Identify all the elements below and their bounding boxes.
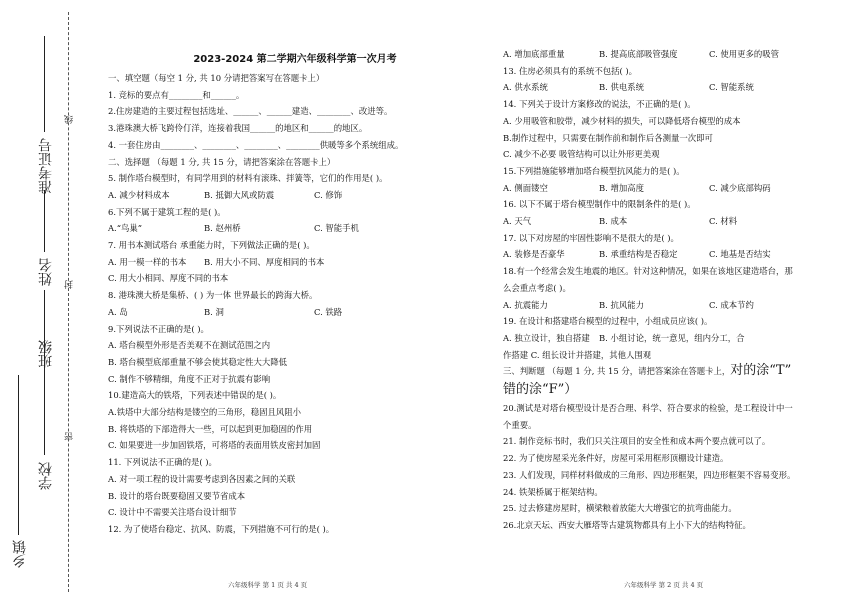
question-line: [503, 130, 843, 147]
option-text: B. 小组讨论，统一意见，组内分工，合: [599, 332, 745, 343]
seal-mi: 密: [65, 432, 75, 441]
option-text: A. 用一模一样的书本: [108, 256, 187, 267]
option-text: A. 抗震能力: [503, 299, 548, 310]
question-line: [108, 421, 443, 438]
option-text: B. 供电系统: [599, 82, 644, 93]
binding-dashed-line: [68, 12, 69, 592]
option-row: [108, 220, 443, 237]
question-text: 24. 铁架桥属于框架结构。: [503, 486, 603, 497]
option-row: [503, 213, 843, 230]
question-line: [503, 417, 843, 434]
option-row: [503, 330, 843, 347]
question-text: B.制作过程中，只需要在制作前和制作后各测量一次即可: [503, 132, 713, 143]
question-line: [108, 270, 443, 287]
question-text: 8. 港珠澳大桥是集桥、( ) 为一体 世界最长的跨海大桥。: [108, 290, 318, 301]
option-text: C. 智能手机: [314, 223, 359, 234]
class-label: 班级: [38, 340, 54, 368]
option-text: A. 减少材料成本: [108, 189, 170, 200]
question-text: 21. 制作竞标书时，我们只关注项目的安全性和成本两个要点就可以了。: [503, 436, 771, 447]
question-text: 26.北京天坛、西安大雁塔等古建筑物都具有上小下大的结构特征。: [503, 519, 751, 530]
question-text: C. 制作不够精细，角度不正对于抗震有影响: [108, 373, 271, 384]
question-text: 14. 下列关于设计方案修改的说法，不正确的是( )。: [503, 99, 696, 110]
question-line: [503, 313, 843, 330]
question-line: [503, 113, 843, 130]
question-text: 三、判断题 （每题 1 分, 共 15 分，请把答案涂在答题卡上，: [503, 366, 731, 377]
question-text: 二、选择题 （每题 1 分, 共 15 分，请把答案涂在答题卡上）: [108, 156, 336, 167]
question-line: [503, 484, 843, 501]
question-text: C. 如果要进一步加固铁塔，可将塔的表面用铁皮密封加固: [108, 440, 321, 451]
option-text: A. 天气: [503, 216, 532, 227]
question-line: [503, 63, 843, 80]
question-text: 2.住房建造的主要过程包括选址、______、______建造、________、改进等。: [108, 106, 393, 117]
question-line: [108, 437, 443, 454]
exam-title: 2023-2024 第二学期六年级科学第一次月考: [193, 54, 397, 65]
option-row: [503, 46, 843, 63]
option-text: B. 洞: [204, 306, 224, 317]
question-text: 么会重点考虑( )。: [503, 282, 571, 293]
seal-feng: 封: [65, 280, 75, 289]
seal-xian: 线: [65, 115, 75, 124]
right-column: [503, 46, 843, 534]
option-row: [503, 79, 843, 96]
question-line: [108, 137, 443, 154]
option-text: A. 岛: [108, 306, 128, 317]
question-line: [108, 454, 443, 471]
option-text: C. 修饰: [314, 189, 343, 200]
question-line: [108, 337, 443, 354]
question-text: 13. 住房必须具有的系统不包括( )。: [503, 65, 638, 76]
question-line: [503, 450, 843, 467]
question-text: C. 用大小相同、厚度不同的书本: [108, 273, 229, 284]
option-row: [503, 180, 843, 197]
question-text: 5. 制作塔台模型时，有同学用到的材料有滚珠、拌簧等，它们的作用是( )。: [108, 173, 388, 184]
question-line: [108, 471, 443, 488]
question-line: [503, 163, 843, 180]
question-line: [108, 287, 443, 304]
option-text: B. 用大小不同、厚度相同的书本: [204, 256, 325, 267]
footer-page-1: 六年级科学 第 1 页 共 4 页: [228, 581, 308, 589]
question-line: [503, 400, 843, 417]
question-text: 12. 为了使塔台稳定、抗风、防震，下列措施不可行的是( )。: [108, 523, 335, 534]
question-line: [503, 517, 843, 534]
question-line: [503, 146, 843, 163]
question-text: 9.下列说法不正确的是( )。: [108, 323, 209, 334]
question-text: 11. 下列说法不正确的是( )。: [108, 457, 217, 468]
question-text: A. 少用吸管和胶带，减少材料的损失，可以降低塔台模型的成本: [503, 115, 741, 126]
option-text: B. 赵州桥: [204, 223, 241, 234]
option-row: [108, 254, 443, 271]
question-line: [108, 404, 443, 421]
question-line: [108, 371, 443, 388]
question-text: 4. 一套住房由________、________、________、________供暖等多个系统组成。: [108, 139, 404, 150]
option-text: C. 智能系统: [709, 82, 754, 93]
option-row: [503, 246, 843, 263]
option-text: C. 成本节约: [709, 299, 754, 310]
town-underline: [18, 375, 19, 535]
question-text: 23. 人们发现，同样材料做成的三角形、四边形框架，四边形框架不容易变形。: [503, 469, 796, 480]
emphasis-text: 对的涂“T”: [730, 363, 792, 379]
class-underline: [44, 290, 45, 335]
question-line: [503, 347, 843, 364]
question-text: 作搭建 C. 组长设计并搭建，其他人围观: [503, 349, 652, 360]
question-line: [108, 521, 443, 538]
option-text: A. 独立设计，独自搭建: [503, 332, 590, 343]
option-text: C. 地基是否结实: [709, 249, 771, 260]
question-line: [503, 500, 843, 517]
school-label: 学校: [38, 462, 54, 490]
question-line: [108, 504, 443, 521]
question-text: 17. 以下对房屋的牢固性影响不是很大的是( )。: [503, 232, 679, 243]
question-text: C. 减少不必要 吸管结构可以让外形更美观: [503, 149, 660, 160]
question-text: A. 塔台模型外形是否美观不在测试范围之内: [108, 340, 271, 351]
question-line: [503, 467, 843, 484]
question-line: [503, 230, 843, 247]
question-line: 错的涂“F”）: [503, 382, 578, 398]
question-line: [108, 154, 443, 171]
option-text: A. 增加底部重量: [503, 49, 565, 59]
question-line: [108, 103, 443, 120]
option-text: C. 材料: [709, 216, 738, 227]
question-line: [108, 204, 443, 221]
question-text: 20.测试是对塔台模型设计是否合理、科学、符合要求的检验，是工程设计中一: [503, 403, 793, 414]
question-line: [108, 387, 443, 404]
question-text: 19. 在设计和搭建塔台模型的过程中，小组成员应该( )。: [503, 316, 713, 327]
left-column: [108, 70, 443, 538]
question-text: A.铁塔中大部分结构是镂空的三角形，稳固且风阻小: [108, 407, 301, 418]
question-text: 10.建造高大的铁塔，下列表述中错误的是( )。: [108, 390, 282, 401]
question-text: 个重要。: [503, 419, 537, 430]
question-line: [108, 170, 443, 187]
option-text: C. 使用更多的吸管: [709, 49, 780, 59]
option-text: B. 提高底部吸管强度: [599, 49, 678, 59]
option-text: B. 承重结构是否稳定: [599, 249, 678, 260]
question-line: [503, 433, 843, 450]
option-text: A. 装修是否豪华: [503, 249, 565, 260]
question-line: [503, 363, 843, 380]
question-line: [503, 263, 843, 280]
question-text: B. 设计的塔台既要稳固又要节省成本: [108, 490, 246, 501]
question-line: [503, 96, 843, 113]
question-text: 3.港珠澳大桥飞跨伶仃洋，连接着我国______的地区和______的地区。: [108, 123, 368, 134]
question-text: 1. 竞标的要点有________和______。: [108, 89, 245, 100]
question-line: [108, 321, 443, 338]
question-text: 22. 为了使房屋采光条件好，房屋可采用框形顶棚设计建造。: [503, 453, 729, 464]
option-row: [503, 297, 843, 314]
question-text: 15.下列措施能够增加塔台模型抗风能力的是( )。: [503, 165, 685, 176]
question-text: 18.有一个经常会发生地震的地区。针对这种情况，如果在该地区建造塔台，那: [503, 266, 793, 277]
question-line: [108, 237, 443, 254]
option-text: A. 供水系统: [503, 82, 548, 93]
question-text: B. 塔台模型底部重量不够会使其稳定性大大降低: [108, 356, 287, 367]
option-text: C. 铁路: [314, 306, 343, 317]
question-line: [108, 70, 443, 87]
question-text: B. 将铁塔的下部造得大一些，可以起到更加稳固的作用: [108, 423, 313, 434]
exam-number-label: 准考证号: [38, 138, 54, 194]
question-line: [108, 87, 443, 104]
option-text: A. 侧面镂空: [503, 182, 548, 193]
option-text: B. 成本: [599, 216, 628, 227]
question-text: 6.下列不属于建筑工程的是( )。: [108, 206, 226, 217]
name-underline: [44, 190, 45, 252]
question-text: A. 对一项工程的设计需要考虑到各因素之间的关联: [108, 473, 296, 484]
question-line: [108, 354, 443, 371]
name-label: 姓名: [38, 258, 54, 286]
binding-margin: [0, 0, 100, 604]
question-text: 7. 用书本测试塔台 承重能力时，下列做法正确的是( )。: [108, 240, 315, 251]
option-text: B. 增加高度: [599, 182, 644, 193]
option-row: [108, 187, 443, 204]
question-line: [108, 488, 443, 505]
option-row: [108, 304, 443, 321]
question-line: [503, 196, 843, 213]
option-text: C. 减少底部钩码: [709, 182, 771, 193]
question-text: 一、填空题（每空 1 分, 共 10 分请把答案写在答题卡上）: [108, 73, 325, 83]
exam-number-underline: [44, 36, 45, 132]
question-text: 25. 过去修建房屋时，横梁粮着放能大大增强它的抗弯曲能力。: [503, 503, 737, 514]
town-label: 乡镇: [12, 540, 28, 568]
option-text: B. 抗风能力: [599, 299, 644, 310]
option-text: B. 抵御大风或防震: [204, 189, 275, 200]
question-line: [503, 280, 843, 297]
footer-page-2: 六年级科学 第 2 页 共 4 页: [624, 581, 704, 589]
option-text: A.“鸟巢”: [108, 223, 143, 234]
question-text: 16. 以下不属于塔台模型制作中的限制条件的是( )。: [503, 199, 696, 210]
question-line: [108, 120, 443, 137]
question-text: C. 设计中不需要关注塔台设计细节: [108, 507, 237, 518]
